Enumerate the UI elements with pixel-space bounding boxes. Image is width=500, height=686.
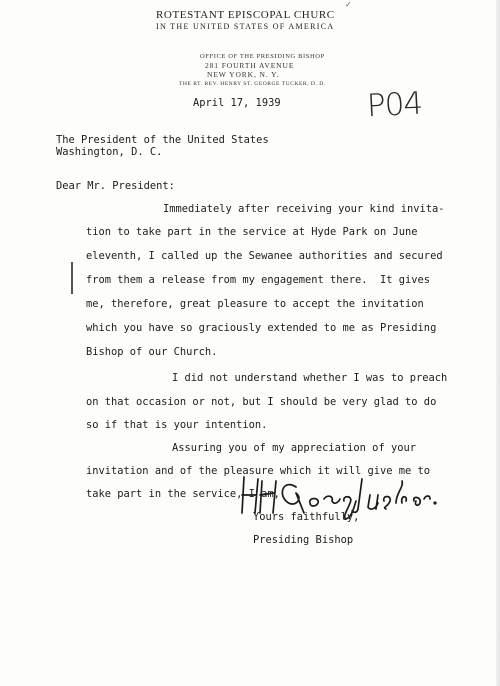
body-line: Bishop of our Church. xyxy=(86,346,218,358)
body-line: from them a release from my engagement there. It gives xyxy=(86,274,431,286)
body-line: Immediately after receiving your kind invita- xyxy=(163,203,445,215)
letterhead-street: 281 FOURTH AVENUE xyxy=(205,61,295,70)
body-line: tion to take part in the service at Hyde Park on June xyxy=(86,226,418,238)
body-line: invitation and of the pleasure which it will give me to xyxy=(86,465,431,477)
corner-mark-icon: ✓ xyxy=(345,0,352,9)
body-line: so if that is your intention. xyxy=(86,419,268,431)
recipient-line-1: The President of the United States xyxy=(56,134,269,146)
letter-date: April 17, 1939 xyxy=(193,97,281,109)
letterhead-city: NEW YORK, N. Y. xyxy=(207,70,280,79)
body-line: Assuring you of my appreciation of your xyxy=(172,442,416,454)
letterhead-org-line2: IN THE UNITED STATES OF AMERICA xyxy=(156,22,335,31)
body-line: eleventh, I called up the Sewanee authorities and secured xyxy=(86,250,443,262)
body-line: on that occasion or not, but I should be very glad to do xyxy=(86,396,437,408)
margin-mark xyxy=(71,262,73,294)
letterhead-office: OFFICE OF THE PRESIDING BISHOP xyxy=(200,53,325,60)
body-line: which you have so graciously extended to me as Presiding xyxy=(86,322,437,334)
handwritten-annotation: P04 xyxy=(366,85,424,125)
recipient-line-2: Washington, D. C. xyxy=(56,146,163,158)
body-line: I did not understand whether I was to preach xyxy=(172,372,448,384)
signature xyxy=(238,473,438,521)
page-edge xyxy=(496,0,500,686)
body-line: me, therefore, great pleasure to accept the invitation xyxy=(86,298,424,310)
body-line: take part in the service, I am, xyxy=(86,488,280,500)
letterhead-bishop-name: THE RT. REV. HENRY ST. GEORGE TUCKER, D. D. xyxy=(179,81,326,87)
closing: Yours faithfully, xyxy=(253,511,360,523)
salutation: Dear Mr. President: xyxy=(56,180,175,192)
letterhead-org-line1: ROTESTANT EPISCOPAL CHURC xyxy=(156,9,335,21)
signer-title: Presiding Bishop xyxy=(253,534,354,546)
